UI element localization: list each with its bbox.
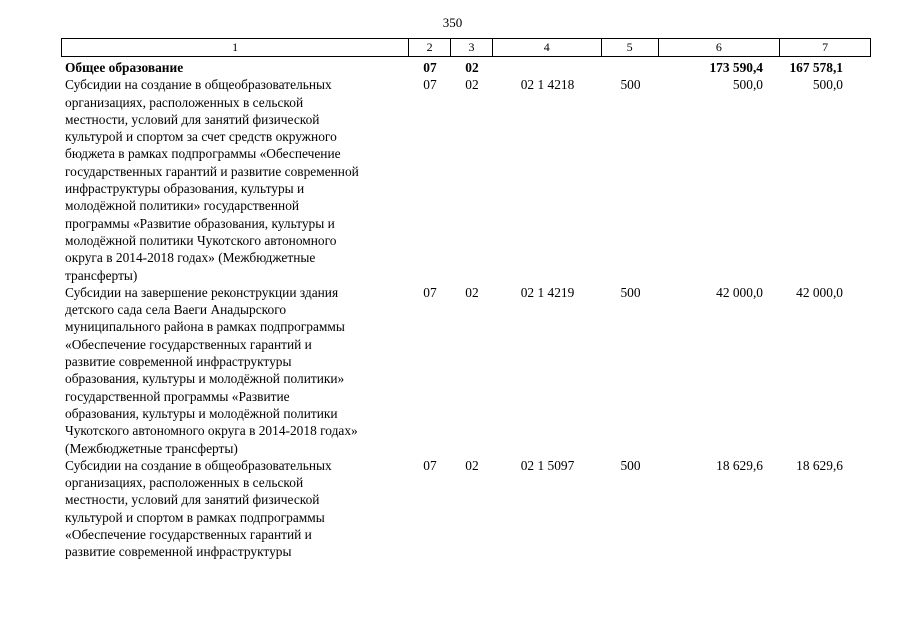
row-subsection-code: 02 bbox=[465, 284, 479, 300]
header-cell-3: 3 bbox=[451, 39, 493, 56]
row-amount-col7: 500,0 bbox=[812, 77, 843, 93]
row-amount-col6: 42 000,0 bbox=[716, 284, 763, 300]
header-cell-1: 1 bbox=[62, 39, 409, 56]
description-line: молодёжной политики Чукотского автономного bbox=[65, 232, 337, 248]
description-line: инфраструктуры образования, культуры и bbox=[65, 181, 305, 197]
table-header-row bbox=[61, 38, 871, 57]
row-description bbox=[61, 76, 409, 284]
description-line: организациях, расположенных в сельской bbox=[65, 475, 304, 491]
header-cell-4: 4 bbox=[493, 39, 602, 56]
header-cell-5: 5 bbox=[602, 39, 659, 56]
row-target-article: 02 1 4219 bbox=[520, 284, 575, 300]
row-section-code: 07 bbox=[423, 457, 437, 473]
description-line: образования, культуры и молодёжной политики» bbox=[65, 371, 345, 387]
row-amount-col7: 18 629,6 bbox=[796, 457, 843, 473]
row-section-code: 07 bbox=[423, 77, 437, 93]
row-subsection-code: 02 bbox=[465, 77, 479, 93]
row-description bbox=[61, 284, 409, 457]
row-description bbox=[61, 59, 409, 76]
section-row bbox=[61, 59, 871, 76]
description-line: развитие современной инфраструктуры bbox=[65, 354, 292, 370]
description-line: Общее образование bbox=[65, 60, 184, 75]
description-line: «Обеспечение государственных гарантий и bbox=[65, 527, 312, 543]
description-line: бюджета в рамках подпрограммы «Обеспечение bbox=[65, 146, 341, 162]
description-line: государственной программы «Развитие bbox=[65, 388, 290, 404]
row-target-article: 02 1 4218 bbox=[520, 77, 575, 93]
row-expense-type: 500 bbox=[620, 284, 641, 300]
row-amount-col7: 167 578,1 bbox=[789, 60, 843, 75]
row-amount-col6: 500,0 bbox=[732, 77, 763, 93]
description-line: местности, условий для занятий физической bbox=[65, 492, 320, 508]
row-amount-col6: 173 590,4 bbox=[709, 60, 763, 75]
description-line: местности, условий для занятий физической bbox=[65, 111, 320, 127]
row-section-code: 07 bbox=[423, 60, 437, 75]
header-cell-2: 2 bbox=[409, 39, 451, 56]
description-line: культурой и спортом в рамках подпрограммы bbox=[65, 509, 325, 525]
row-subsection-code: 02 bbox=[465, 457, 479, 473]
description-line: молодёжной политики» государственной bbox=[65, 198, 300, 214]
description-line: детского сада села Ваеги Анадырского bbox=[65, 302, 287, 318]
description-line: программы «Развитие образования, культуры и bbox=[65, 215, 335, 231]
page-number: 350 bbox=[442, 15, 463, 30]
description-line: округа в 2014-2018 годах» (Межбюджетные bbox=[65, 250, 316, 266]
header-cell-6: 6 bbox=[659, 39, 781, 56]
description-line: Чукотского автономного округа в 2014-2018 годах» bbox=[65, 423, 358, 439]
row-expense-type: 500 bbox=[620, 457, 641, 473]
row-section-code: 07 bbox=[423, 284, 437, 300]
header-cell-7: 7 bbox=[822, 40, 829, 54]
description-line: организациях, расположенных в сельской bbox=[65, 94, 304, 110]
row-description bbox=[61, 457, 409, 561]
description-line: Субсидии на создание в общеобразовательных bbox=[65, 457, 332, 473]
description-line: образования, культуры и молодёжной политики bbox=[65, 405, 338, 421]
description-line: государственных гарантий и развитие современной bbox=[65, 163, 359, 179]
row-amount-col7: 42 000,0 bbox=[796, 284, 843, 300]
description-line: Субсидии на завершение реконструкции здания bbox=[65, 284, 339, 300]
budget-table-body bbox=[61, 59, 871, 561]
table-row bbox=[61, 457, 871, 561]
row-amount-col6: 18 629,6 bbox=[716, 457, 763, 473]
table-row bbox=[61, 76, 871, 284]
description-line: развитие современной инфраструктуры bbox=[65, 544, 292, 560]
row-subsection-code: 02 bbox=[465, 60, 479, 75]
description-line: (Межбюджетные трансферты) bbox=[65, 440, 238, 456]
description-line: культурой и спортом за счет средств окружного bbox=[65, 129, 337, 145]
description-line: Субсидии на создание в общеобразовательных bbox=[65, 77, 332, 93]
row-target-article: 02 1 5097 bbox=[520, 457, 575, 473]
row-expense-type: 500 bbox=[620, 77, 641, 93]
description-line: «Обеспечение государственных гарантий и bbox=[65, 336, 312, 352]
description-line: трансферты) bbox=[65, 267, 138, 283]
table-row bbox=[61, 284, 871, 457]
description-line: муниципального района в рамках подпрограммы bbox=[65, 319, 345, 335]
